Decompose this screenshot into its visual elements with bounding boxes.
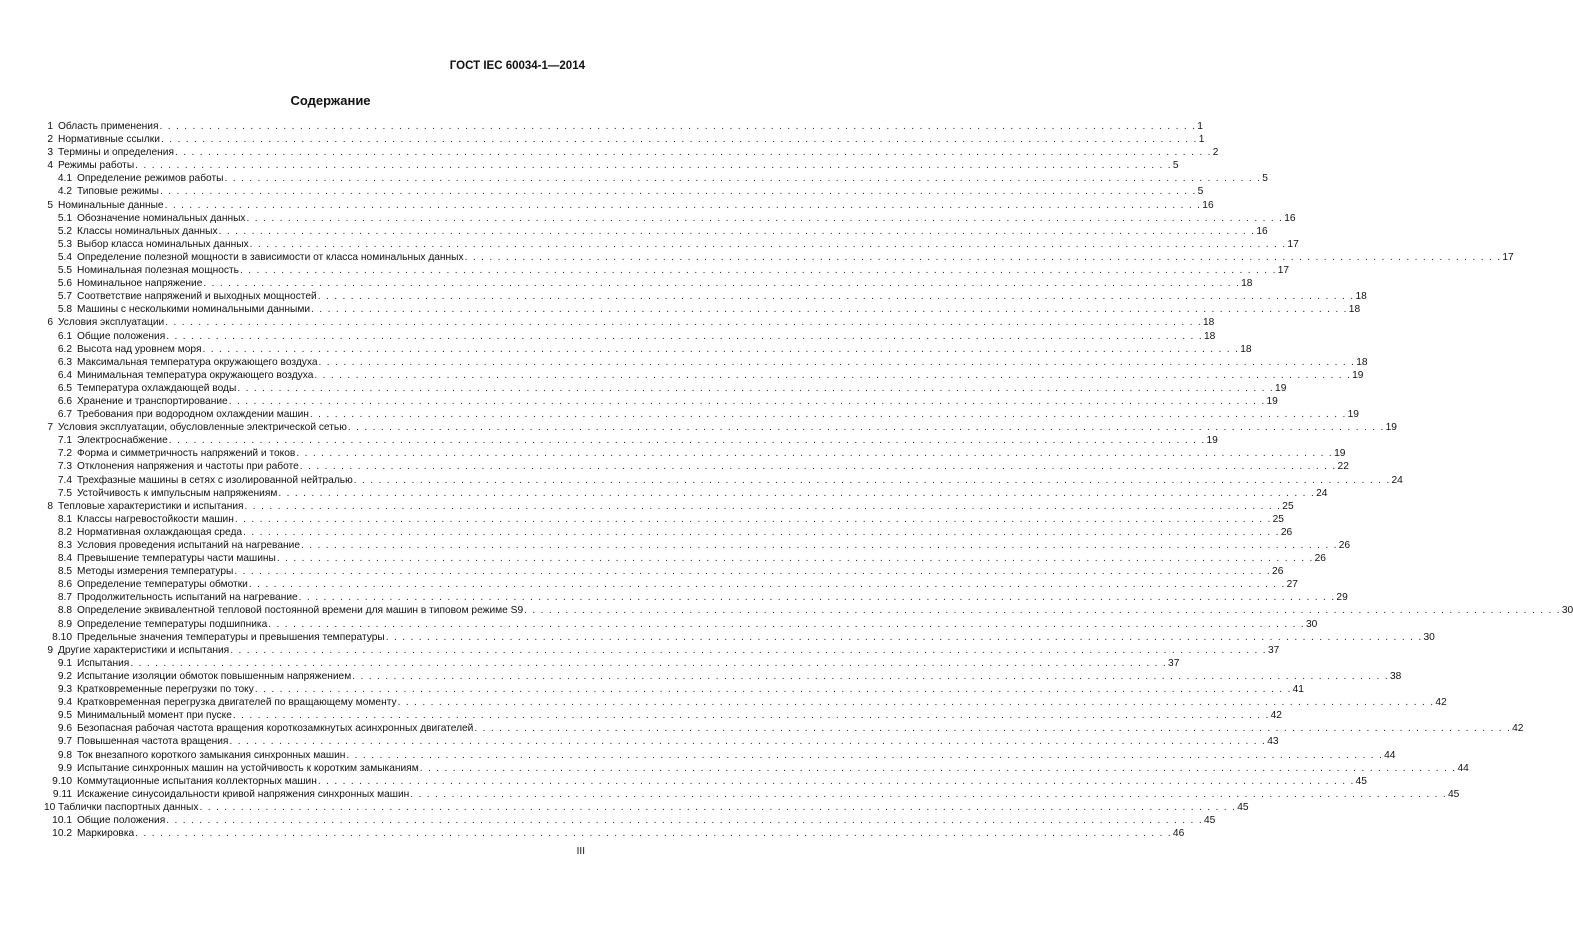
toc-entry[interactable] — [44, 185, 1204, 198]
toc-entry-page: 45 — [1203, 814, 1216, 826]
toc-entry-number: 8.6 — [57, 579, 72, 591]
toc-entry-number: 5.7 — [57, 291, 72, 303]
toc-entry-page: 5 — [1172, 160, 1179, 172]
toc-entry-number: 9.10 — [52, 775, 72, 787]
toc-entry-page: 45 — [1237, 801, 1249, 813]
toc-entry-number: 5.8 — [57, 304, 72, 316]
toc-entry-number: 10.1 — [52, 814, 72, 826]
table-of-contents — [44, 120, 1573, 840]
toc-dot-leader — [385, 631, 1424, 644]
toc-entry-page: 18 — [1240, 343, 1252, 355]
toc-entry-page: 46 — [1172, 828, 1185, 840]
toc-entry-number: 9.5 — [57, 710, 72, 722]
toc-dot-leader — [160, 133, 1199, 146]
toc-entry-page: 26 — [1338, 540, 1351, 551]
toc-entry-label: Трехфазные машины в сетях с изолированной нейтралью — [77, 474, 353, 486]
toc-dot-leader — [347, 421, 1386, 434]
toc-entry[interactable] — [44, 277, 1253, 290]
toc-entry-number: 7.4 — [57, 474, 72, 486]
toc-dot-leader — [242, 526, 1281, 539]
toc-dot-leader — [309, 408, 1348, 421]
toc-entry-page: 44 — [1457, 762, 1469, 774]
toc-entry-number: 6.1 — [57, 330, 72, 342]
toc-entry-number: 10.2 — [52, 828, 72, 840]
toc-entry-number: 2 — [47, 134, 53, 146]
toc-dot-leader — [234, 513, 1273, 526]
toc-dot-leader — [165, 330, 1204, 343]
toc-entry-label: Требования при водородном охлаждении машин — [77, 409, 309, 421]
toc-dot-leader — [134, 827, 1173, 840]
toc-entry[interactable] — [44, 749, 1396, 762]
toc-entry[interactable] — [44, 316, 1215, 329]
toc-entry-label: Маркировка — [77, 828, 135, 840]
toc-entry-number: 4 — [47, 160, 53, 172]
toc-dot-leader — [228, 395, 1267, 408]
toc-entry-number: 7.1 — [57, 435, 72, 447]
toc-dot-leader — [299, 460, 1338, 473]
toc-dot-leader — [317, 775, 1356, 788]
toc-entry-label: Определение полезной мощности в зависимости от класса номинальных данных — [77, 251, 464, 263]
toc-entry-page: 24 — [1316, 487, 1328, 499]
toc-entry[interactable] — [44, 604, 1573, 617]
toc-entry-label: Хранение и транспортирование — [77, 395, 228, 407]
toc-entry[interactable] — [44, 238, 1299, 251]
toc-dot-leader — [129, 657, 1168, 670]
toc-entry-label: Номинальная полезная мощность — [77, 265, 239, 277]
toc-entry-page: 26 — [1272, 566, 1284, 578]
toc-dot-leader — [473, 722, 1512, 735]
toc-entry-page: 38 — [1389, 670, 1402, 682]
toc-dot-leader — [134, 159, 1173, 172]
toc-entry[interactable] — [44, 264, 1290, 277]
toc-entry-page: 5 — [1197, 186, 1204, 198]
toc-dot-leader — [174, 146, 1213, 159]
toc-entry[interactable] — [44, 146, 1219, 159]
toc-entry-label: Условия эксплуатации, обусловленные электрической сетью — [58, 422, 347, 434]
toc-entry-label: Условия эксплуатации — [58, 317, 165, 329]
toc-entry[interactable] — [44, 500, 1294, 513]
toc-entry-label: Максимальная температура окружающего воздуха — [77, 356, 318, 368]
toc-entry-number: 9.7 — [57, 736, 72, 748]
toc-entry-page: 45 — [1448, 788, 1460, 800]
toc-entry[interactable] — [44, 591, 1348, 604]
toc-entry-number: 5.4 — [57, 251, 72, 263]
toc-entry[interactable] — [44, 225, 1268, 238]
toc-entry-label: Соответствие напряжений и выходных мощностей — [77, 291, 317, 303]
toc-dot-leader — [254, 683, 1293, 696]
toc-entry-label: Минимальная температура окружающего воздуха — [77, 369, 314, 381]
toc-dot-leader — [165, 814, 1204, 827]
toc-entry[interactable] — [44, 801, 1249, 814]
toc-dot-leader — [202, 277, 1241, 290]
toc-entry-page: 19 — [1334, 448, 1346, 460]
toc-entry-number: 5.5 — [57, 265, 72, 277]
toc-entry[interactable] — [44, 657, 1180, 670]
toc-entry-page: 18 — [1356, 356, 1368, 368]
toc-entry[interactable] — [44, 552, 1326, 565]
toc-dot-leader — [201, 343, 1240, 356]
toc-entry[interactable] — [44, 578, 1298, 591]
toc-entry-label: Общие положения — [77, 330, 166, 342]
toc-entry[interactable] — [44, 395, 1278, 408]
toc-entry-label: Режимы работы — [58, 160, 135, 172]
toc-dot-leader — [164, 316, 1203, 329]
toc-entry-number: 9.4 — [57, 697, 72, 709]
toc-entry[interactable] — [44, 513, 1284, 526]
toc-entry-label: Испытание синхронных машин на устойчивость к коротким замыканиям — [77, 762, 419, 774]
toc-entry-label: Устойчивость к импульсным напряжениям — [77, 487, 278, 499]
toc-entry-label: Искажение синусоидальности кривой напряжения синхронных машин — [77, 788, 410, 800]
toc-entry-page: 37 — [1267, 644, 1280, 656]
toc-entry[interactable] — [44, 159, 1179, 172]
toc-entry-label: Другие характеристики и испытания — [58, 644, 230, 656]
toc-entry[interactable] — [44, 369, 1364, 382]
toc-entry-page: 16 — [1202, 199, 1214, 211]
toc-dot-leader — [310, 303, 1349, 316]
toc-entry-number: 5.3 — [57, 238, 72, 250]
toc-entry-label: Отклонения напряжения и частоты при работе — [77, 461, 299, 473]
toc-entry[interactable] — [44, 408, 1359, 421]
toc-entry-page: 18 — [1348, 304, 1361, 316]
toc-entry-label: Номинальные данные — [58, 199, 164, 211]
toc-entry-number: 9.1 — [57, 657, 72, 669]
toc-dot-leader — [198, 801, 1237, 814]
toc-entry-page: 16 — [1284, 212, 1296, 224]
toc-entry-page: 5 — [1262, 173, 1268, 185]
toc-entry-page: 19 — [1266, 395, 1278, 407]
toc-entry-label: Продолжительность испытаний на нагревание — [77, 592, 298, 604]
toc-entry-label: Классы нагревостойкости машин — [77, 513, 234, 525]
toc-entry-page: 41 — [1292, 684, 1304, 696]
toc-entry-page: 19 — [1275, 382, 1287, 394]
toc-entry-number: 6 — [47, 317, 53, 329]
toc-entry-label: Кратковременные перегрузки по току — [77, 684, 254, 696]
toc-entry[interactable] — [44, 762, 1469, 775]
toc-entry-number: 8.4 — [57, 553, 72, 565]
toc-entry-page: 44 — [1384, 749, 1396, 761]
toc-entry-number: 8.8 — [57, 605, 72, 617]
toc-entry[interactable] — [44, 814, 1216, 827]
toc-entry-page: 19 — [1347, 409, 1359, 421]
toc-entry-number: 8.3 — [57, 540, 72, 551]
toc-entry-number: 6.5 — [57, 382, 72, 394]
toc-entry-label: Общие положения — [77, 814, 166, 826]
toc-entry[interactable] — [44, 251, 1514, 264]
toc-entry-number: 8.5 — [57, 566, 72, 578]
toc-entry-number: 8.10 — [52, 631, 72, 643]
toc-entry-number: 5.2 — [57, 225, 72, 237]
toc-entry-label: Типовые режимы — [77, 186, 159, 198]
toc-entry-number: 6.2 — [57, 343, 72, 355]
toc-entry-page: 17 — [1287, 238, 1299, 250]
toc-entry-number: 6.3 — [57, 356, 72, 368]
toc-entry[interactable] — [44, 631, 1435, 644]
toc-entry-page: 29 — [1336, 592, 1348, 604]
toc-entry-page: 26 — [1280, 526, 1293, 538]
toc-entry-label: Методы измерения температуры — [77, 566, 234, 578]
toc-entry-page: 25 — [1282, 500, 1294, 512]
toc-entry-label: Электроснабжение — [77, 435, 168, 447]
page-title: Содержание — [290, 93, 371, 108]
toc-dot-leader — [246, 212, 1285, 225]
toc-entry[interactable] — [44, 343, 1252, 356]
toc-entry-label: Ток внезапного короткого замыкания синхронных машин — [77, 749, 346, 761]
toc-entry-number: 8.2 — [57, 526, 72, 538]
toc-entry-label: Тепловые характеристики и испытания — [58, 500, 244, 512]
toc-entry[interactable] — [44, 775, 1367, 788]
toc-entry[interactable] — [44, 447, 1346, 460]
toc-entry-number: 9.6 — [57, 723, 72, 735]
toc-dot-leader — [232, 709, 1271, 722]
toc-entry-number: 6.7 — [57, 409, 72, 421]
toc-dot-leader — [276, 552, 1315, 565]
toc-entry[interactable] — [44, 434, 1218, 447]
toc-entry-number: 7.2 — [57, 448, 72, 460]
toc-entry-page: 25 — [1272, 513, 1284, 525]
toc-dot-leader — [313, 369, 1352, 382]
toc-entry[interactable] — [44, 696, 1447, 709]
toc-entry[interactable] — [44, 382, 1287, 395]
toc-entry-page: 24 — [1391, 474, 1403, 486]
toc-entry-number: 9.11 — [52, 788, 72, 800]
toc-entry-page: 2 — [1212, 147, 1219, 159]
toc-entry[interactable] — [44, 290, 1367, 303]
toc-entry-number: 9 — [47, 644, 53, 656]
document-header-standard: ГОСТ IEC 60034-1—2014 — [449, 60, 585, 72]
toc-entry-label: Определение температуры подшипника — [77, 618, 268, 630]
toc-entry-label: Коммутационные испытания коллекторных машин — [77, 775, 317, 787]
toc-entry-label: Термины и определения — [58, 147, 174, 159]
toc-entry[interactable] — [44, 120, 1203, 133]
page-number: III — [576, 846, 585, 857]
toc-entry-number: 8.7 — [57, 592, 72, 604]
toc-entry-number: 3 — [47, 147, 53, 159]
toc-dot-leader — [228, 735, 1267, 748]
toc-entry[interactable] — [44, 487, 1328, 500]
toc-entry-label: Определение режимов работы — [77, 173, 224, 185]
toc-dot-leader — [233, 565, 1272, 578]
toc-entry[interactable] — [44, 788, 1460, 801]
toc-entry-number: 10 — [44, 801, 56, 813]
toc-entry-page: 18 — [1355, 291, 1367, 303]
toc-entry-number: 5.1 — [57, 212, 72, 224]
toc-entry[interactable] — [44, 735, 1279, 748]
toc-entry-label: Форма и симметричность напряжений и токов — [77, 448, 296, 460]
toc-entry-label: Классы номинальных данных — [77, 225, 218, 237]
toc-entry[interactable] — [44, 709, 1282, 722]
toc-entry-number: 7.5 — [57, 487, 72, 499]
toc-entry-label: Нормативные ссылки — [58, 134, 160, 146]
toc-entry-page: 1 — [1198, 134, 1205, 146]
toc-dot-leader — [249, 238, 1288, 251]
toc-dot-leader — [300, 539, 1339, 552]
toc-dot-leader — [164, 199, 1203, 212]
toc-entry-page: 18 — [1203, 330, 1216, 342]
toc-entry-page: 27 — [1286, 579, 1298, 591]
toc-entry[interactable] — [44, 618, 1318, 631]
toc-dot-leader — [168, 434, 1207, 447]
toc-entry-number: 4.1 — [57, 173, 72, 185]
toc-entry-number: 9.9 — [57, 762, 72, 774]
toc-entry-number: 5 — [47, 199, 53, 211]
toc-entry-number: 6.6 — [57, 395, 72, 407]
toc-dot-leader — [223, 172, 1262, 185]
toc-entry[interactable] — [44, 330, 1216, 343]
toc-dot-leader — [158, 120, 1197, 133]
toc-entry-number: 5.6 — [57, 278, 72, 290]
toc-entry-label: Нормативная охлаждающая среда — [77, 526, 243, 538]
toc-dot-leader — [409, 788, 1448, 801]
toc-dot-leader — [523, 604, 1562, 617]
toc-entry-number: 8 — [47, 500, 53, 512]
toc-entry-page: 42 — [1270, 710, 1282, 722]
toc-entry[interactable] — [44, 356, 1368, 369]
toc-entry[interactable] — [44, 421, 1397, 434]
toc-entry-page: 17 — [1502, 251, 1514, 263]
toc-entry[interactable] — [44, 474, 1403, 487]
toc-entry[interactable] — [44, 172, 1268, 185]
toc-dot-leader — [464, 251, 1503, 264]
toc-entry[interactable] — [44, 199, 1214, 212]
toc-entry-page: 45 — [1355, 775, 1367, 787]
toc-dot-leader — [244, 500, 1283, 513]
toc-entry-number: 9.8 — [57, 749, 72, 761]
toc-entry-number: 7 — [47, 422, 53, 434]
toc-entry[interactable] — [44, 644, 1280, 657]
toc-entry-number: 8.1 — [57, 513, 72, 525]
toc-entry-label: Предельные значения температуры и превышения температуры — [77, 631, 385, 643]
toc-entry-page: 22 — [1337, 461, 1349, 473]
toc-entry-label: Превышение температуры части машины — [77, 553, 276, 565]
toc-entry-label: Номинальное напряжение — [77, 278, 203, 290]
toc-entry[interactable] — [44, 212, 1296, 225]
toc-entry[interactable] — [44, 683, 1304, 696]
toc-entry-page: 30 — [1561, 605, 1573, 617]
toc-entry-label: Выбор класса номинальных данных — [77, 238, 249, 250]
toc-entry-page: 1 — [1197, 121, 1203, 132]
toc-dot-leader — [229, 644, 1268, 657]
toc-entry-number: 9.3 — [57, 684, 72, 696]
toc-entry[interactable] — [44, 565, 1284, 578]
toc-entry-label: Повышенная частота вращения — [77, 736, 229, 748]
toc-entry-page: 17 — [1277, 265, 1290, 277]
toc-entry-label: Обозначение номинальных данных — [77, 212, 246, 224]
toc-entry-label: Кратковременная перегрузка двигателей по вращающему моменту — [77, 697, 397, 709]
toc-entry[interactable] — [44, 460, 1349, 473]
toc-entry[interactable] — [44, 303, 1361, 316]
toc-entry-number: 1 — [47, 121, 53, 132]
toc-dot-leader — [298, 591, 1337, 604]
toc-dot-leader — [419, 762, 1458, 775]
toc-entry[interactable] — [44, 539, 1351, 552]
toc-dot-leader — [277, 487, 1316, 500]
toc-entry-label: Температура охлаждающей воды — [77, 382, 237, 394]
toc-dot-leader — [317, 290, 1356, 303]
toc-entry-number: 4.2 — [57, 186, 72, 198]
toc-entry-label: Высота над уровнем моря — [77, 343, 202, 355]
toc-entry-page: 19 — [1206, 435, 1218, 447]
toc-dot-leader — [351, 670, 1390, 683]
toc-entry-page: 37 — [1168, 657, 1180, 669]
toc-entry[interactable] — [44, 670, 1402, 683]
toc-entry-page: 18 — [1241, 278, 1253, 290]
toc-dot-leader — [239, 264, 1278, 277]
toc-entry-label: Испытание изоляции обмоток повышенным напряжением — [77, 670, 352, 682]
toc-entry-page: 18 — [1202, 317, 1215, 329]
toc-entry-label: Испытания — [77, 657, 130, 669]
toc-entry-label: Минимальный момент при пуске — [77, 710, 232, 722]
toc-entry-number: 8.9 — [57, 618, 72, 630]
toc-entry-page: 19 — [1385, 422, 1397, 434]
toc-entry-label: Машины с несколькими номинальными данными — [77, 304, 311, 316]
toc-dot-leader — [353, 474, 1392, 487]
toc-entry-label: Область применения — [58, 121, 159, 132]
toc-entry-label: Безопасная рабочая частота вращения короткозамкнутых асинхронных двигателей — [77, 723, 474, 735]
toc-dot-leader — [397, 696, 1436, 709]
toc-entry-label: Таблички паспортных данных — [58, 801, 199, 813]
toc-entry-label: Определение температуры обмотки — [77, 579, 248, 591]
toc-entry[interactable] — [44, 722, 1524, 735]
toc-dot-leader — [218, 225, 1257, 238]
toc-entry-number: 6.4 — [57, 369, 72, 381]
toc-dot-leader — [159, 185, 1198, 198]
toc-entry-label: Определение эквивалентной тепловой постоянной времени для машин в типовом режиме S9 — [77, 605, 524, 617]
toc-entry-page: 30 — [1423, 631, 1435, 643]
toc-entry[interactable] — [44, 133, 1205, 146]
toc-entry-page: 42 — [1512, 723, 1524, 735]
toc-dot-leader — [318, 356, 1357, 369]
toc-entry-page: 26 — [1314, 553, 1326, 565]
toc-entry[interactable] — [44, 526, 1293, 539]
toc-entry-number: 7.3 — [57, 461, 72, 473]
toc-entry-page: 30 — [1306, 618, 1318, 630]
toc-dot-leader — [267, 618, 1306, 631]
toc-dot-leader — [236, 382, 1275, 395]
toc-dot-leader — [295, 447, 1334, 460]
toc-entry-page: 42 — [1435, 697, 1447, 709]
toc-entry-number: 9.2 — [57, 670, 72, 682]
toc-entry-page: 43 — [1267, 736, 1279, 748]
toc-entry-page: 19 — [1352, 369, 1364, 381]
toc-entry-label: Условия проведения испытаний на нагревание — [77, 540, 301, 551]
toc-entry-page: 16 — [1256, 225, 1268, 237]
toc-entry[interactable] — [44, 827, 1185, 840]
toc-dot-leader — [345, 749, 1384, 762]
toc-dot-leader — [248, 578, 1287, 591]
